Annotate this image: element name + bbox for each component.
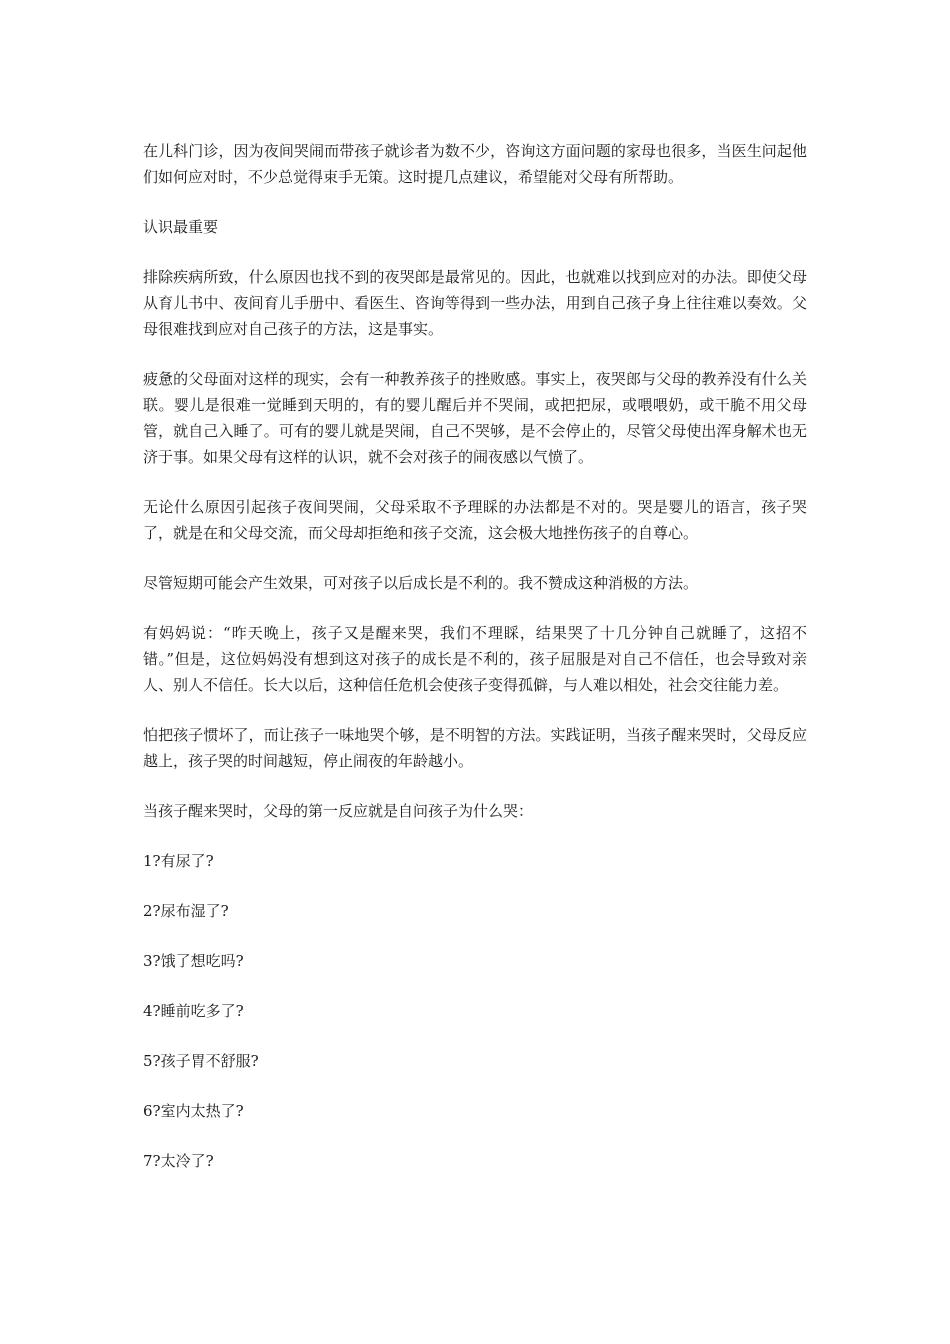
- list-item: 2?尿布湿了?: [143, 902, 229, 920]
- intro-paragraph: 在儿科门诊，因为夜间哭闹而带孩子就诊者为数不少，咨询这方面问题的家母也很多，当医生问起他们如何应对时，不少总觉得束手无策。这时提几点建议，希望能对父母有所帮助。: [143, 142, 807, 186]
- body-paragraph: 怕把孩子惯坏了，而让孩子一味地哭个够，是不明智的方法。实践证明，当孩子醒来哭时，父母反应越上，孩子哭的时间越短，停止闹夜的年龄越小。: [143, 726, 807, 770]
- body-paragraph: 排除疾病所致，什么原因也找不到的夜哭郎是最常见的。因此，也就难以找到应对的办法。即使父母从育儿书中、夜间育儿手册中、看医生、咨询等得到一些办法，用到自己孩子身上往往难以奏效。父母很难找到应对自己孩子的方法，这是事实。: [143, 268, 807, 338]
- section-heading: 认识最重要: [143, 218, 219, 236]
- body-paragraph: 无论什么原因引起孩子夜间哭闹，父母采取不予理睬的办法都是不对的。哭是婴儿的语言，孩子哭了，就是在和父母交流，而父母却拒绝和孩子交流，这会极大地挫伤孩子的自尊心。: [143, 498, 807, 542]
- article-body: [143, 138, 807, 1198]
- body-paragraph: 当孩子醒来哭时，父母的第一反应就是自问孩子为什么哭：: [143, 802, 534, 820]
- list-item: 1?有尿了?: [143, 852, 214, 870]
- body-paragraph: 尽管短期可能会产生效果，可对孩子以后成长是不利的。我不赞成这种消极的方法。: [143, 574, 699, 592]
- list-item: 7?太冷了?: [143, 1152, 214, 1170]
- body-paragraph: 有妈妈说：“昨天晚上，孩子又是醒来哭，我们不理睬，结果哭了十几分钟自己就睡了，这招不错。”但是，这位妈妈没有想到这对孩子的成长是不利的，孩子屈服是对自己不信任，也会导致对亲人、别人不信任。长大以后，这种信任危机会使孩子变得孤僻，与人难以相处，社会交往能力差。: [143, 624, 807, 694]
- list-item: 6?室内太热了?: [143, 1102, 244, 1120]
- list-item: 4?睡前吃多了?: [143, 1002, 244, 1020]
- list-item: 5?孩子胃不舒服?: [143, 1052, 259, 1070]
- body-paragraph: 疲惫的父母面对这样的现实，会有一种教养孩子的挫败感。事实上，夜哭郎与父母的教养没有什么关联。婴儿是很难一觉睡到天明的，有的婴儿醒后并不哭闹，或把把尿，或喂喂奶，或干脆不用父母管，就自己入睡了。可有的婴儿就是哭闹，自己不哭够，是不会停止的，尽管父母使出浑身解术也无济于事。如果父母有这样的认识，就不会对孩子的闹夜感以气愤了。: [143, 370, 807, 466]
- list-item: 3?饿了想吃吗?: [143, 952, 244, 970]
